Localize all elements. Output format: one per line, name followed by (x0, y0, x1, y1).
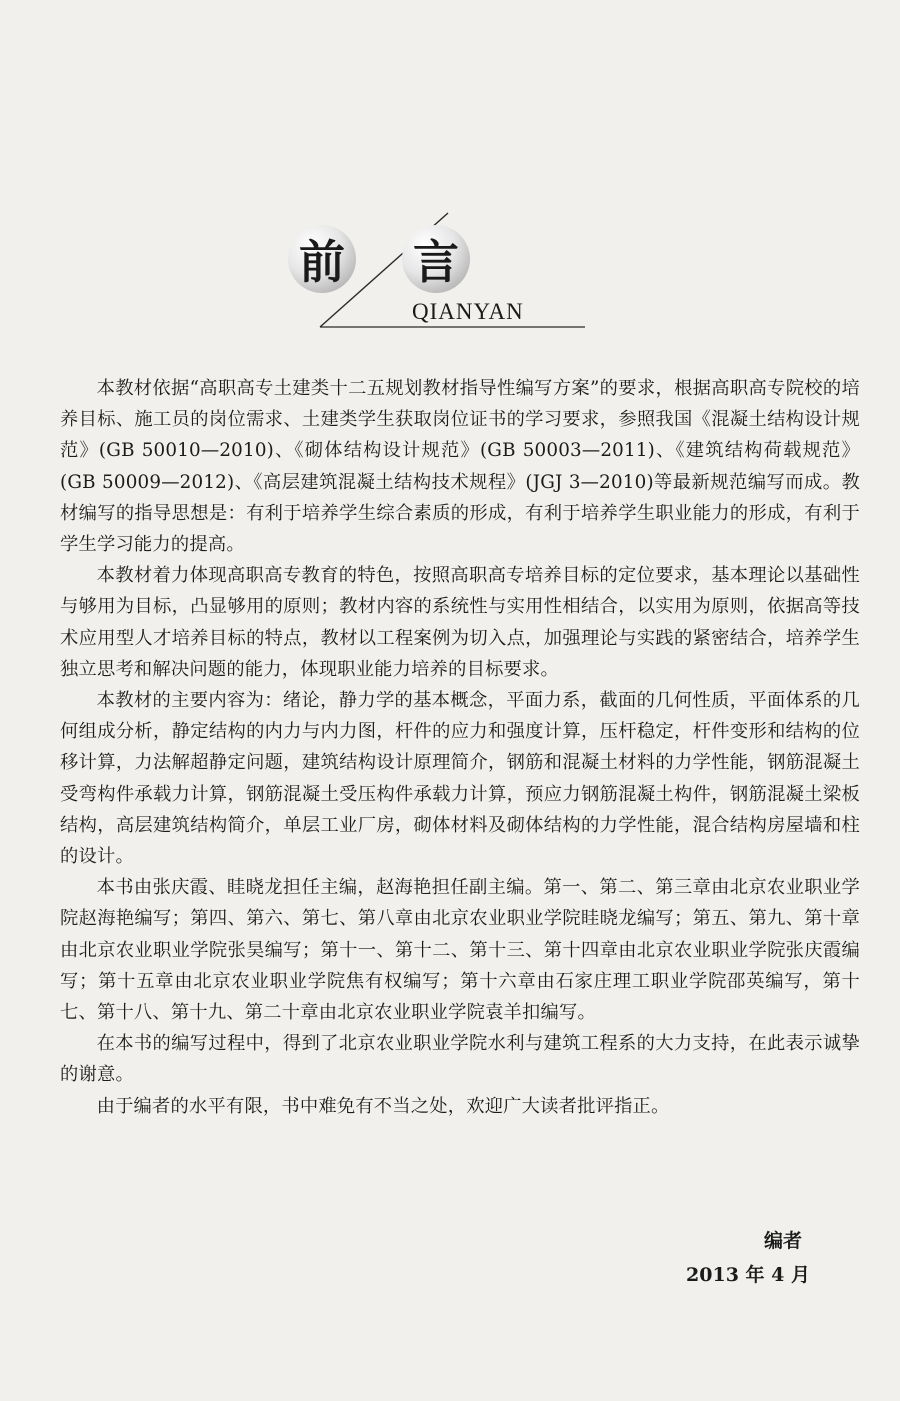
paragraph: 本教材着力体现高职高专教育的特色，按照高职高专培养目标的定位要求，基本理论以基础性与够用为目标，凸显够用的原则；教材内容的系统性与实用性相结合，以实用为原则，依据高等技术应用型人才培养目标的特点，教材以工程案例为切入点，加强理论与实践的紧密结合，培养学生独立思考和解决问题的能力，体现职业能力培养的目标要求。 (60, 565, 860, 680)
heading-char-yan: 言 (402, 225, 470, 293)
preface-heading (280, 205, 600, 335)
paragraph: 本书由张庆霞、眭晓龙担任主编，赵海艳担任副主编。第一、第二、第三章由北京农业职业学院赵海艳编写；第四、第六、第七、第八章由北京农业职业学院眭晓龙编写；第五、第九、第十章由北京农业职业学院张昊编写；第十一、第十二、第十三、第十四章由北京农业职业学院张庆霞编写；第十五章由北京农业职业学院焦有权编写；第十六章由石家庄理工职业学院邵英编写，第十七、第十八、第十九、第二十章由北京农业职业学院袁羊扣编写。 (60, 877, 860, 1024)
paragraph: 由于编者的水平有限，书中难免有不当之处，欢迎广大读者批评指正。 (96, 1095, 670, 1117)
paragraph: 本教材依据“高职高专土建类十二五规划教材指导性编写方案”的要求，根据高职高专院校的培养目标、施工员的岗位需求、土建类学生获取岗位证书的学习要求，参照我国《混凝土结构设计规范》(GB 50010—2010)、《砌体结构设计规范》(GB 50003—2011)、《建筑结构荷载规范》(GB 50009—2012)、《高层建筑混凝土结构技术规程》(JGJ 3—2010)等最新规范编写而成。教材编写的指导思想是：有利于培养学生综合素质的形成，有利于培养学生职业能力的形成，有利于学生学习能力的提高。 (60, 378, 860, 556)
paragraph: 在本书的编写过程中，得到了北京农业职业学院水利与建筑工程系的大力支持，在此表示诚挚的谢意。 (60, 1033, 860, 1086)
signature-author: 编者 (763, 1230, 802, 1252)
paragraph: 本教材的主要内容为：绪论，静力学的基本概念，平面力系，截面的几何性质，平面体系的几何组成分析，静定结构的内力与内力图，杆件的应力和强度计算，压杆稳定，杆件变形和结构的位移计算，力法解超静定问题，建筑结构设计原理简介，钢筋和混凝土材料的力学性能，钢筋混凝土受弯构件承载力计算，钢筋混凝土受压构件承载力计算，预应力钢筋混凝土构件，钢筋混凝土梁板结构，高层建筑结构简介，单层工业厂房，砌体材料及砌体结构的力学性能，混合结构房屋墙和柱的设计。 (60, 690, 860, 868)
signature-date: 2013 年 4 月 (686, 1264, 810, 1286)
heading-char-qian: 前 (288, 225, 356, 293)
preface-body (60, 373, 860, 1122)
signature-block (686, 1226, 810, 1290)
heading-pinyin: QIANYAN (412, 299, 524, 324)
